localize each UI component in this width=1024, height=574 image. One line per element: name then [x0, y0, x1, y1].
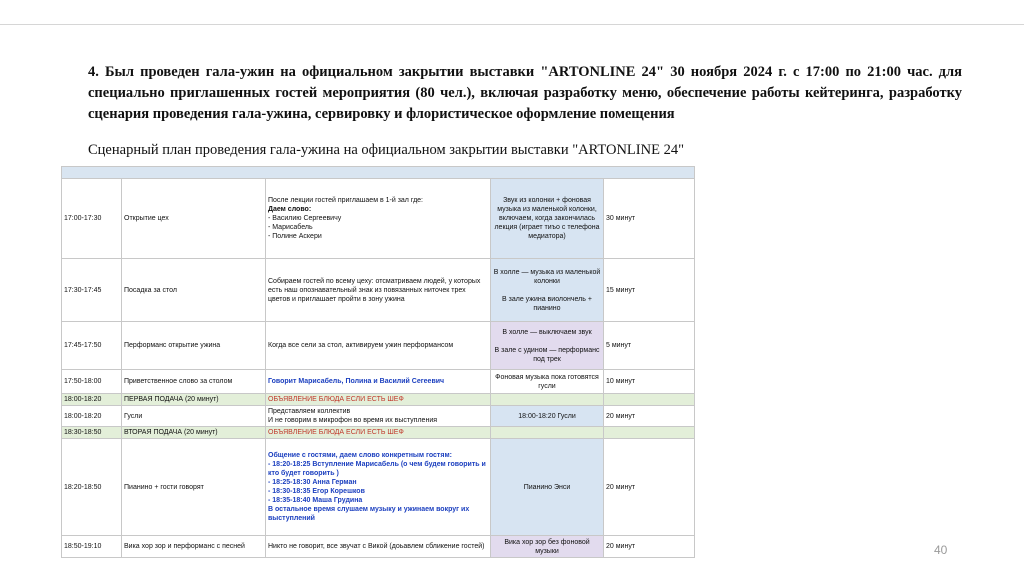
- description-line: Представляем коллектив: [268, 408, 351, 415]
- row-description: [266, 179, 491, 259]
- description-line: Общение с гостями, даем слово конкретным гостям:: [268, 452, 452, 459]
- row-sound: Фоновая музыка пока готовятся гусли: [491, 370, 604, 394]
- row-time: 18:30-18:50: [62, 427, 122, 439]
- row-title: Вика хор зор и перформанс с песней: [122, 536, 266, 558]
- row-title: Перформанс открытие ужина: [122, 322, 266, 370]
- table-row: [62, 259, 695, 322]
- row-title: Посадка за стол: [122, 259, 266, 322]
- description-item: - Полине Аскери: [268, 233, 322, 240]
- row-duration: 10 минут: [604, 370, 695, 394]
- row-title: Приветственное слово за столом: [122, 370, 266, 394]
- top-rule: [0, 24, 1024, 25]
- row-title: Пианино + гости говорят: [122, 439, 266, 536]
- description-intro: После лекции гостей приглашаем в 1-й зал где:: [268, 197, 423, 204]
- row-sound: [491, 259, 604, 322]
- description-line: - 18:30-18:35 Егор Корешков: [268, 488, 365, 495]
- row-duration: 20 минут: [604, 536, 695, 558]
- sound-hall: В холле — музыка из маленькой колонки: [493, 268, 601, 285]
- row-description: Говорит Марисабель, Полина и Василий Сегеевич: [266, 370, 491, 394]
- row-sound: [491, 322, 604, 370]
- row-description: Никто не говорит, все звучат с Викой (доьавлем сбликение гостей): [266, 536, 491, 558]
- table-caption: Сценарный план проведения гала-ужина на официальном закрытии выставки "ARTONLINE 24": [88, 142, 684, 158]
- row-time: 17:30-17:45: [62, 259, 122, 322]
- row-time: 18:00-18:20: [62, 394, 122, 406]
- row-title: Гусли: [122, 406, 266, 427]
- row-description: Собираем гостей по всему цеху: отсматриваем людей, у которых есть наш опознавательный знак из повязанных ниточек трех цветов и приглашает пройти в зону ужина: [266, 259, 491, 322]
- table-row-serving: [62, 394, 695, 406]
- description-label: Даем слово:: [268, 206, 312, 213]
- row-duration: 20 минут: [604, 406, 695, 427]
- table-row: [62, 370, 695, 394]
- row-title: ВТОРАЯ ПОДАЧА (20 минут): [122, 427, 266, 439]
- sound-hall-dinner: В зале с удином — перформанс под трек: [494, 346, 600, 363]
- description-item: - Василию Сергеевичу: [268, 215, 342, 222]
- section-heading: 4. Был проведен гала-ужин на официальном закрытии выставки "ARTONLINE 24" 30 ноября 2024 г. с 17:00 по 21:00 час. для специально приглашенных гостей мероприятия (80 чел.), включая разработку меню, обеспечение работы кейтеринга, разработку сценария проведения гала-ужина, сервировку и флористическое оформление помещения: [88, 64, 962, 122]
- row-duration: 5 минут: [604, 322, 695, 370]
- row-description: ОБЪЯВЛЕНИЕ БЛЮДА ЕСЛИ ЕСТЬ ШЕФ: [266, 394, 491, 406]
- row-time: 17:00-17:30: [62, 179, 122, 259]
- row-sound: Вика хор зор без фоновой музыки: [491, 536, 604, 558]
- row-title: ПЕРВАЯ ПОДАЧА (20 минут): [122, 394, 266, 406]
- row-time: 17:45-17:50: [62, 322, 122, 370]
- row-sound: 18:00-18:20 Гусли: [491, 406, 604, 427]
- row-description: [266, 439, 491, 536]
- row-description: Когда все сели за стол, активируем ужин перформансом: [266, 322, 491, 370]
- sound-hall: В холле — выключаем звук: [502, 328, 592, 336]
- row-sound: Пианино Энси: [491, 439, 604, 536]
- table-row-serving: [62, 427, 695, 439]
- row-duration: 15 минут: [604, 259, 695, 322]
- row-sound: Звук из колонки + фоновая музыка из маленькой колонки, включаем, когда закончилась лекция (играет тиъо с телефона медиатора): [491, 179, 604, 259]
- description-line: - 18:35-18:40 Маша Грудина: [268, 497, 363, 504]
- row-description: [266, 406, 491, 427]
- sound-hall-dinner: В зале ужина виолончель + пианино: [502, 295, 592, 312]
- description-line: - 18:20-18:25 Вступление Марисабель (о чем будем говорить и кто будет говорить ): [268, 461, 486, 477]
- scenario-table: [61, 166, 695, 558]
- table-row: [62, 439, 695, 536]
- row-title: Открытие цех: [122, 179, 266, 259]
- description-line: - 18:25-18:30 Анна Герман: [268, 479, 357, 486]
- row-duration: 30 минут: [604, 179, 695, 259]
- row-time: 17:50-18:00: [62, 370, 122, 394]
- table-row: [62, 179, 695, 259]
- table-row: [62, 406, 695, 427]
- table-row: [62, 536, 695, 558]
- description-line: И не говорим в микрофон во время их выступления: [268, 417, 438, 424]
- description-line: В остальное время слушаем музыку и ужинаем вокруг их выступлений: [268, 506, 470, 522]
- description-item: - Марисабель: [268, 224, 313, 231]
- row-time: 18:00-18:20: [62, 406, 122, 427]
- row-time: 18:50-19:10: [62, 536, 122, 558]
- table-header-band: [62, 167, 695, 179]
- table-row: [62, 322, 695, 370]
- page-number: 40: [934, 543, 948, 557]
- row-duration: 20 минут: [604, 439, 695, 536]
- row-description: ОБЪЯВЛЕНИЕ БЛЮДА ЕСЛИ ЕСТЬ ШЕФ: [266, 427, 491, 439]
- row-time: 18:20-18:50: [62, 439, 122, 536]
